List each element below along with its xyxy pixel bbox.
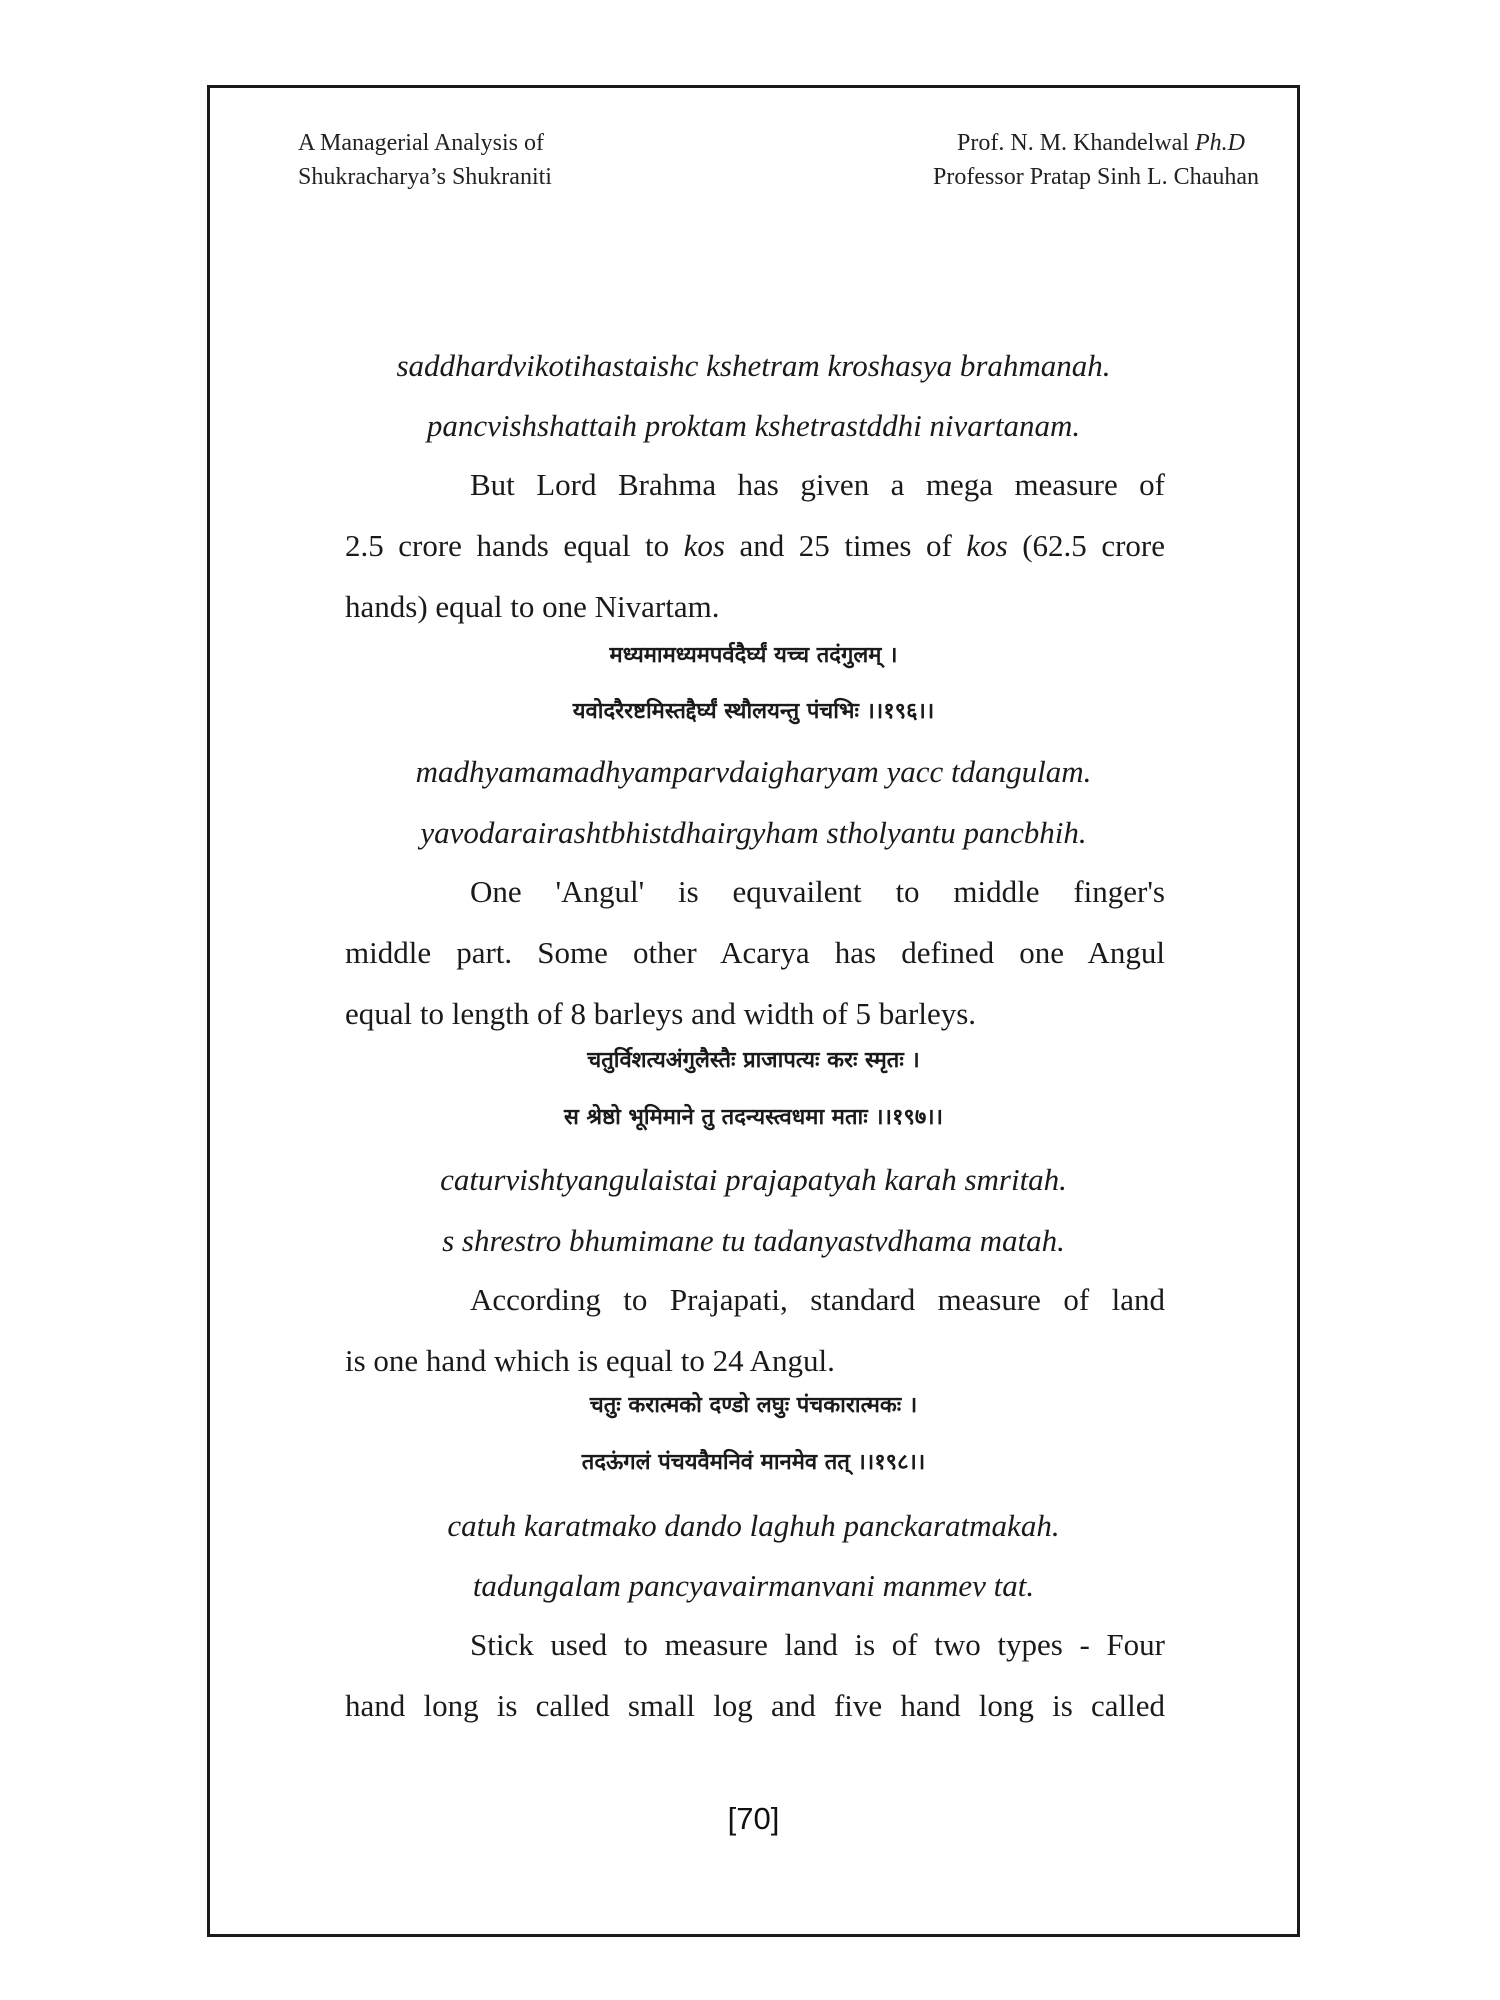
header-author-2: Professor Pratap Sinh L. Chauhan	[933, 164, 1259, 190]
text-run: (62.5 crore	[1007, 528, 1166, 563]
sanskrit-verse-line: स श्रेष्ठो भूमिमाने तु तदन्यस्त्वधमा मताः ।।१९७।।	[564, 1105, 943, 1130]
header-book-title	[298, 126, 552, 194]
transliteration-line: catuh karatmako dando laghuh panckaratmakah.	[447, 1508, 1060, 1543]
paragraph	[345, 1269, 1165, 1391]
sanskrit-verse-line: तदऊंगलं पंचयवैमनिवं मानमेव तत् ।।१९८।।	[581, 1450, 926, 1475]
header-authors	[933, 126, 1259, 194]
author-1-degree: Ph.D	[1195, 130, 1245, 156]
paragraph-line: middle part. Some other Acarya has defined one Angul	[345, 935, 1165, 970]
text-run: and 25 times of	[724, 528, 967, 563]
text-run: 2.5 crore hands equal to	[345, 528, 684, 563]
transliteration-line: tadungalam pancyavairmanvani manmev tat.	[472, 1568, 1035, 1603]
author-1-name: Prof. N. M. Khandelwal	[957, 130, 1195, 156]
sanskrit-verse-line: चतुर्विशत्यअंगुलैस्तैः प्राजापत्यः करः स्मृतः ।	[587, 1048, 920, 1073]
paragraph	[345, 454, 1165, 637]
transliteration-line: s shrestro bhumimane tu tadanyastvdhama matah.	[442, 1223, 1065, 1258]
paragraph-line: is one hand which is equal to 24 Angul.	[345, 1343, 835, 1378]
sanskrit-verse-line: चतुः करात्मको दण्डो लघुः पंचकारात्मकः ।	[589, 1393, 918, 1418]
paragraph-line: Stick used to measure land is of two types - Four	[470, 1627, 1165, 1662]
header-title-line-1: A Managerial Analysis of	[298, 130, 544, 156]
paragraph-line: One 'Angul' is equvailent to middle finger's	[470, 874, 1165, 909]
transliteration-line: madhyamamadhyamparvdaigharyam yacc tdangulam.	[415, 754, 1092, 789]
paragraph-line: But Lord Brahma has given a mega measure of	[470, 467, 1165, 502]
transliteration-line: caturvishtyangulaistai prajapatyah karah smritah.	[440, 1162, 1067, 1197]
paragraph-line: According to Prajapati, standard measure of land	[470, 1282, 1165, 1317]
paragraph-line: equal to length of 8 barleys and width of 5 barleys.	[345, 996, 977, 1031]
transliteration-line: yavodarairashtbhistdhairgyham stholyantu pancbhih.	[420, 815, 1087, 850]
header-title-line-2: Shukracharya’s Shukraniti	[298, 164, 552, 190]
paragraph-line	[345, 515, 1165, 576]
italic-term: kos	[966, 528, 1008, 563]
sanskrit-verse-line: मध्यमामध्यमपर्वदैर्घ्यं यच्च तदंगुलम् ।	[609, 643, 898, 668]
paragraph-line: hand long is called small log and five hand long is called	[345, 1688, 1165, 1723]
paragraph	[345, 861, 1165, 1044]
page-number: [70]	[727, 1801, 780, 1836]
page-frame	[207, 85, 1300, 1937]
sanskrit-verse-line: यवोदरैरष्टमिस्तद्दैर्घ्यं स्थौलयन्तु पंचभिः ।।१९६।।	[572, 699, 935, 724]
paragraph-line: hands) equal to one Nivartam.	[345, 589, 720, 624]
italic-term: kos	[683, 528, 725, 563]
transliteration-line: saddhardvikotihastaishc kshetram kroshasya brahmanah.	[396, 348, 1111, 383]
transliteration-line: pancvishshattaih proktam kshetrastddhi nivartanam.	[426, 408, 1081, 443]
header-author-1	[933, 126, 1259, 160]
paragraph	[345, 1614, 1165, 1736]
